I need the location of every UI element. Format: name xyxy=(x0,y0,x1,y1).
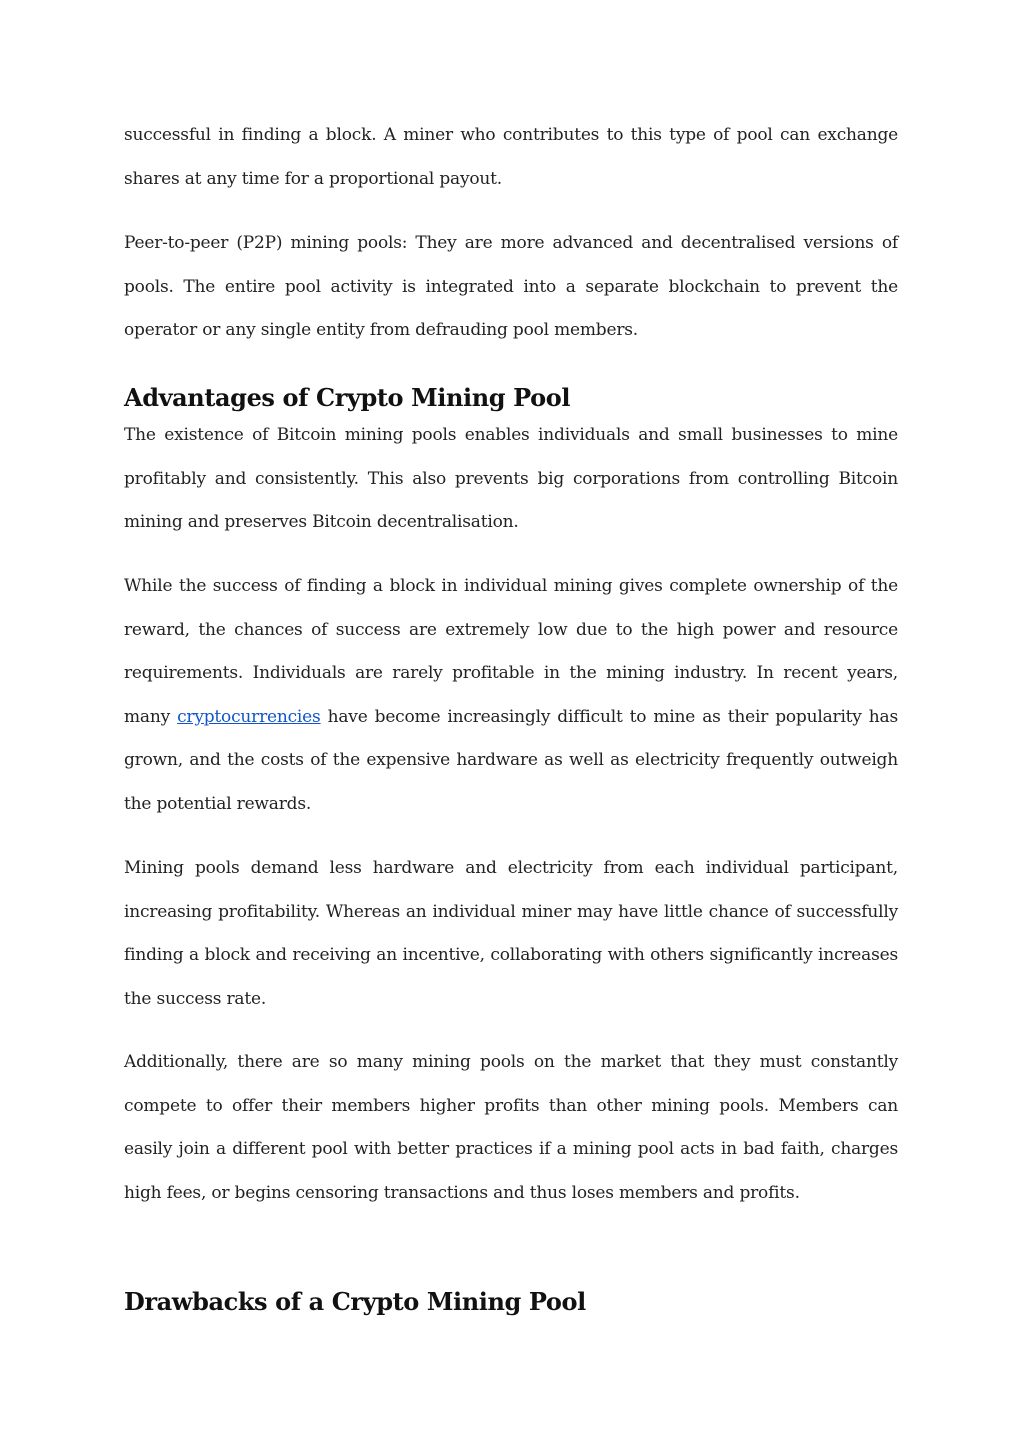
paragraph-text-segment: While the success of finding a block in individual mining gives complete ownership of the reward, the chances of success are extremely low due to the high power and resource requirements. Individuals are rarely profitable in the mining industry. In recent years, many xyxy=(124,576,898,727)
paragraph-text-segment: have become increasingly difficult to mine as their popularity has grown, and the costs of the expensive hardware as well as electricity frequently outweigh the potential rewards. xyxy=(124,706,898,814)
cryptocurrencies-link[interactable]: cryptocurrencies xyxy=(177,706,321,727)
paragraph-pool-competition: Additionally, there are so many mining pools on the market that they must constantly compete to offer their members higher profits than other mining pools. Members can easily join a different pool with better practices if a mining pool acts in bad faith, charges high fees, or begins censoring transactions and thus loses members and profits. xyxy=(124,1052,898,1203)
paragraph-p2p-mining-pools: Peer-to-peer (P2P) mining pools: They are more advanced and decentralised versions of pools. The entire pool activity is integrated into a separate blockchain to prevent the operator or any single entity from defrauding pool members. xyxy=(124,233,898,341)
paragraph-pool-payout: successful in finding a block. A miner who contributes to this type of pool can exchange shares at any time for a proportional payout. xyxy=(124,125,898,189)
heading-advantages: Advantages of Crypto Mining Pool xyxy=(124,383,571,412)
paragraph-pool-profitability: Mining pools demand less hardware and electricity from each individual participant, increasing profitability. Whereas an individual miner may have little chance of successfully finding a block and receiving an incentive, collaborating with others significantly increases the success rate. xyxy=(124,858,898,1009)
paragraph-individual-mining xyxy=(124,565,898,827)
paragraph-advantages-intro: The existence of Bitcoin mining pools enables individuals and small businesses to mine profitably and consistently. This also prevents big corporations from controlling Bitcoin mining and preserves Bitcoin decentralisation. xyxy=(124,425,898,533)
heading-drawbacks: Drawbacks of a Crypto Mining Pool xyxy=(124,1287,586,1316)
